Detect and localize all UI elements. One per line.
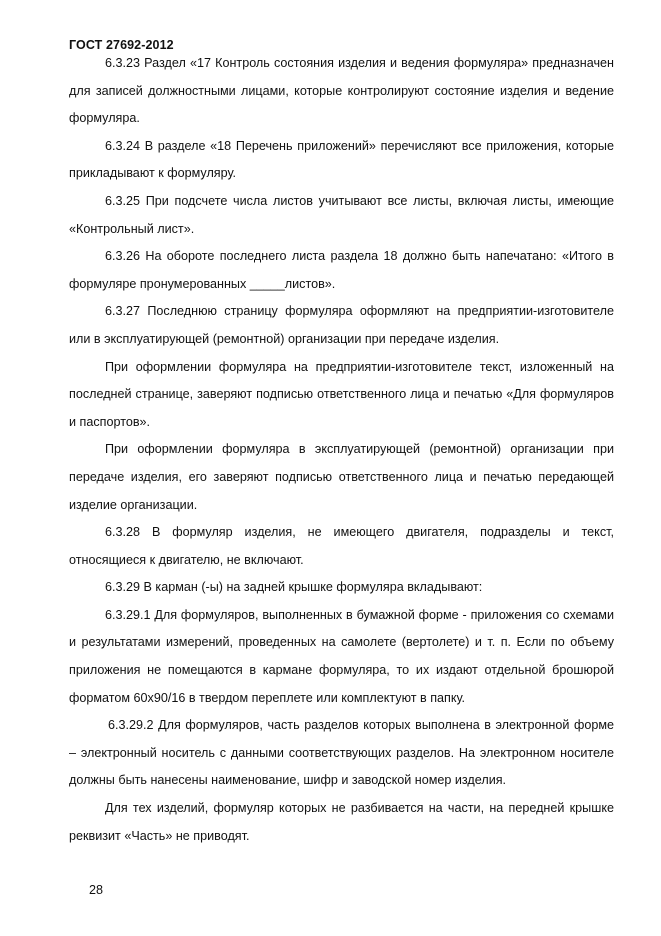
paragraph-operator-registration: При оформлении формуляра в эксплуатирующей (ремонтной) организации при передаче изделия, его заверяют подписью ответственного лица и печатью передающей изделие организации. (69, 442, 614, 512)
paragraph-part-requisite: Для тех изделий, формуляр которых не разбивается на части, на передней крышке реквизит «Часть» не приводят. (69, 801, 614, 843)
page-number: 28 (89, 883, 104, 897)
paragraph-6-3-29-2: 6.3.29.2 Для формуляров, часть разделов которых выполнена в электронной форме – электронный носитель с данными соответствующих разделов. На электронном носителе должны быть нанесены наименование, шифр и заводской номер изделия. (69, 718, 614, 788)
document-body (69, 50, 614, 850)
document-code-header: ГОСТ 27692-2012 (69, 38, 174, 52)
paragraph-6-3-23: 6.3.23 Раздел «17 Контроль состояния изделия и ведения формуляра» предназначен для записей должностными лицами, которые контролируют состояние изделия и ведение формуляра. (69, 56, 614, 126)
paragraph-6-3-24: 6.3.24 В разделе «18 Перечень приложений» перечисляют все приложения, которые прикладывают к формуляру. (69, 138, 614, 181)
paragraph-6-3-28: 6.3.28 В формуляр изделия, не имеющего двигателя, подразделы и текст, относящиеся к двигателю, не включают. (69, 525, 614, 567)
paragraph-manufacturer-registration: При оформлении формуляра на предприятии-изготовителе текст, изложенный на последней странице, заверяют подписью ответственного лица и печатью «Для формуляров и паспортов». (69, 359, 614, 429)
paragraph-6-3-26: 6.3.26 На обороте последнего листа раздела 18 должно быть напечатано: «Итого в формуляре пронумерованных _____листов». (69, 249, 614, 291)
paragraph-6-3-25: 6.3.25 При подсчете числа листов учитывают все листы, включая листы, имеющие «Контрольный лист». (69, 193, 614, 236)
paragraph-6-3-29: 6.3.29 В карман (-ы) на задней крышке формуляра вкладывают: (105, 580, 483, 595)
paragraph-6-3-29-1: 6.3.29.1 Для формуляров, выполненных в бумажной форме - приложения со схемами и результатами измерений, проведенных на самолете (вертолете) и т. п. Если по объему приложения не помещаются в кармане формуляра, то их издают отдельной брошюрой форматом 60x90/16 в твердом переплете или комплектуют в папку. (69, 607, 614, 705)
paragraph-6-3-27: 6.3.27 Последнюю страницу формуляра оформляют на предприятии-изготовителе или в эксплуатирующей (ремонтной) организации при передаче изделия. (69, 304, 614, 346)
